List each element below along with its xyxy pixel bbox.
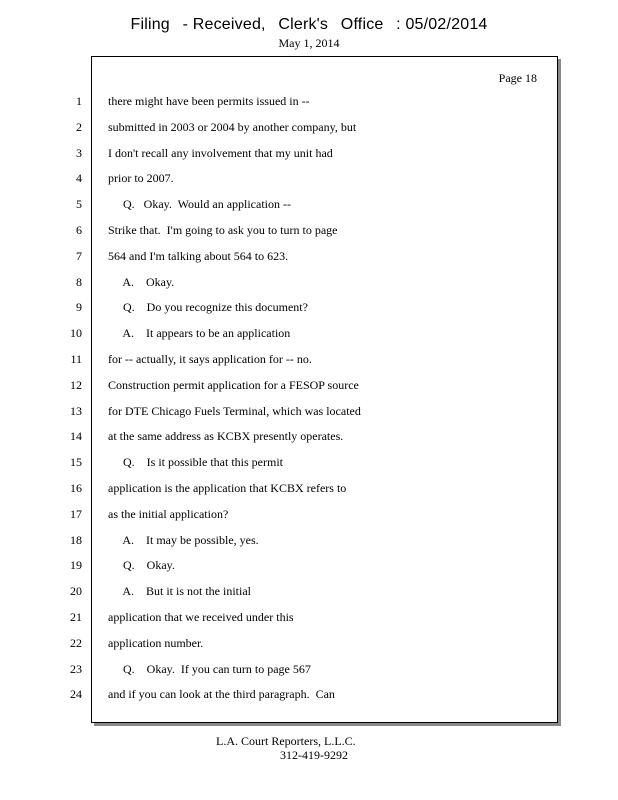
- line-text: Q. Is it possible that this permit: [108, 455, 283, 470]
- transcript-line: [0, 166, 618, 192]
- line-text: application number.: [108, 635, 204, 650]
- line-number: 11: [70, 351, 82, 366]
- line-number: 24: [70, 687, 82, 702]
- line-number: 1: [76, 94, 82, 108]
- line-text: as the initial application?: [108, 506, 229, 521]
- line-text: A. It may be possible, yes.: [108, 532, 259, 547]
- filing-word: Filing: [130, 16, 170, 33]
- transcript-line: [0, 295, 618, 321]
- line-text: Q. Okay. If you can turn to page 567: [108, 661, 311, 676]
- transcript-line: [0, 399, 618, 425]
- line-text: for -- actually, it says application for -- no.: [108, 351, 312, 366]
- line-text: at the same address as KCBX presently operates.: [108, 429, 344, 444]
- line-text: and if you can look at the third paragraph. Can: [108, 687, 335, 702]
- transcript-lines: [0, 89, 618, 708]
- line-text: 564 and I'm talking about 564 to 623.: [108, 248, 289, 263]
- reporter-phone: 312-419-9292: [280, 748, 348, 762]
- line-text: Strike that. I'm going to ask you to turn to page: [108, 222, 338, 237]
- line-number: 12: [70, 377, 82, 392]
- line-text: Q. Okay. Would an application --: [108, 197, 291, 212]
- line-number: 10: [70, 326, 82, 341]
- line-number: 21: [70, 609, 82, 624]
- transcript-line: [0, 657, 618, 683]
- deposition-date: May 1, 2014: [278, 36, 340, 50]
- line-number: 19: [70, 558, 82, 573]
- line-text: for DTE Chicago Fuels Terminal, which was located: [108, 403, 361, 418]
- transcript-line: [0, 528, 618, 554]
- line-text: Q. Do you recognize this document?: [108, 300, 308, 315]
- line-number: 14: [70, 429, 82, 444]
- filing-date: : 05/02/2014: [396, 16, 488, 33]
- transcript-line: [0, 476, 618, 502]
- line-number: 8: [76, 274, 82, 289]
- line-text: Construction permit application for a FESOP source: [108, 377, 359, 392]
- line-number: 15: [70, 455, 82, 470]
- page-number: Page 18: [498, 71, 537, 85]
- transcript-line: [0, 218, 618, 244]
- clerks-word: Clerk's: [278, 16, 329, 33]
- line-text: submitted in 2003 or 2004 by another company, but: [108, 119, 357, 134]
- line-number: 2: [76, 119, 82, 134]
- transcript-line: [0, 321, 618, 347]
- line-number: 23: [70, 661, 82, 676]
- transcript-line: [0, 502, 618, 528]
- line-number: 3: [76, 145, 82, 160]
- line-text: application that we received under this: [108, 609, 294, 624]
- transcript-line: [0, 141, 618, 167]
- line-text: A. Okay.: [108, 274, 175, 289]
- transcript-line: [0, 347, 618, 373]
- line-number: 13: [70, 403, 82, 418]
- line-text: Q. Okay.: [108, 558, 175, 573]
- transcript-line: [0, 450, 618, 476]
- transcript-line: [0, 373, 618, 399]
- line-number: 22: [70, 635, 82, 650]
- line-number: 18: [70, 532, 82, 547]
- office-word: Office: [340, 16, 384, 33]
- transcript-line: [0, 270, 618, 296]
- line-text: application is the application that KCBX refers to: [108, 480, 347, 495]
- transcript-line: [0, 579, 618, 605]
- transcript-line: [0, 89, 618, 115]
- line-number: 9: [76, 300, 82, 315]
- transcript-line: [0, 115, 618, 141]
- line-number: 5: [76, 197, 82, 212]
- line-number: 16: [70, 480, 82, 495]
- reporter-company: L.A. Court Reporters, L.L.C.: [216, 734, 356, 748]
- line-number: 4: [76, 171, 82, 186]
- transcript-line: [0, 682, 618, 708]
- transcript-line: [0, 244, 618, 270]
- line-number: 7: [76, 248, 82, 263]
- line-text: A. But it is not the initial: [108, 584, 252, 599]
- line-text: I don't recall any involvement that my unit had: [108, 145, 333, 160]
- line-text: A. It appears to be an application: [108, 326, 291, 341]
- received-word: - Received,: [182, 16, 266, 33]
- transcript-line: [0, 605, 618, 631]
- line-number: 17: [70, 506, 82, 521]
- filing-stamp-header: [0, 16, 618, 34]
- line-text: prior to 2007.: [108, 171, 174, 186]
- transcript-line: [0, 553, 618, 579]
- transcript-line: [0, 192, 618, 218]
- line-text: there might have been permits issued in --: [108, 94, 310, 108]
- transcript-line: [0, 424, 618, 450]
- line-number: 6: [76, 222, 82, 237]
- line-number: 20: [70, 584, 82, 599]
- transcript-line: [0, 631, 618, 657]
